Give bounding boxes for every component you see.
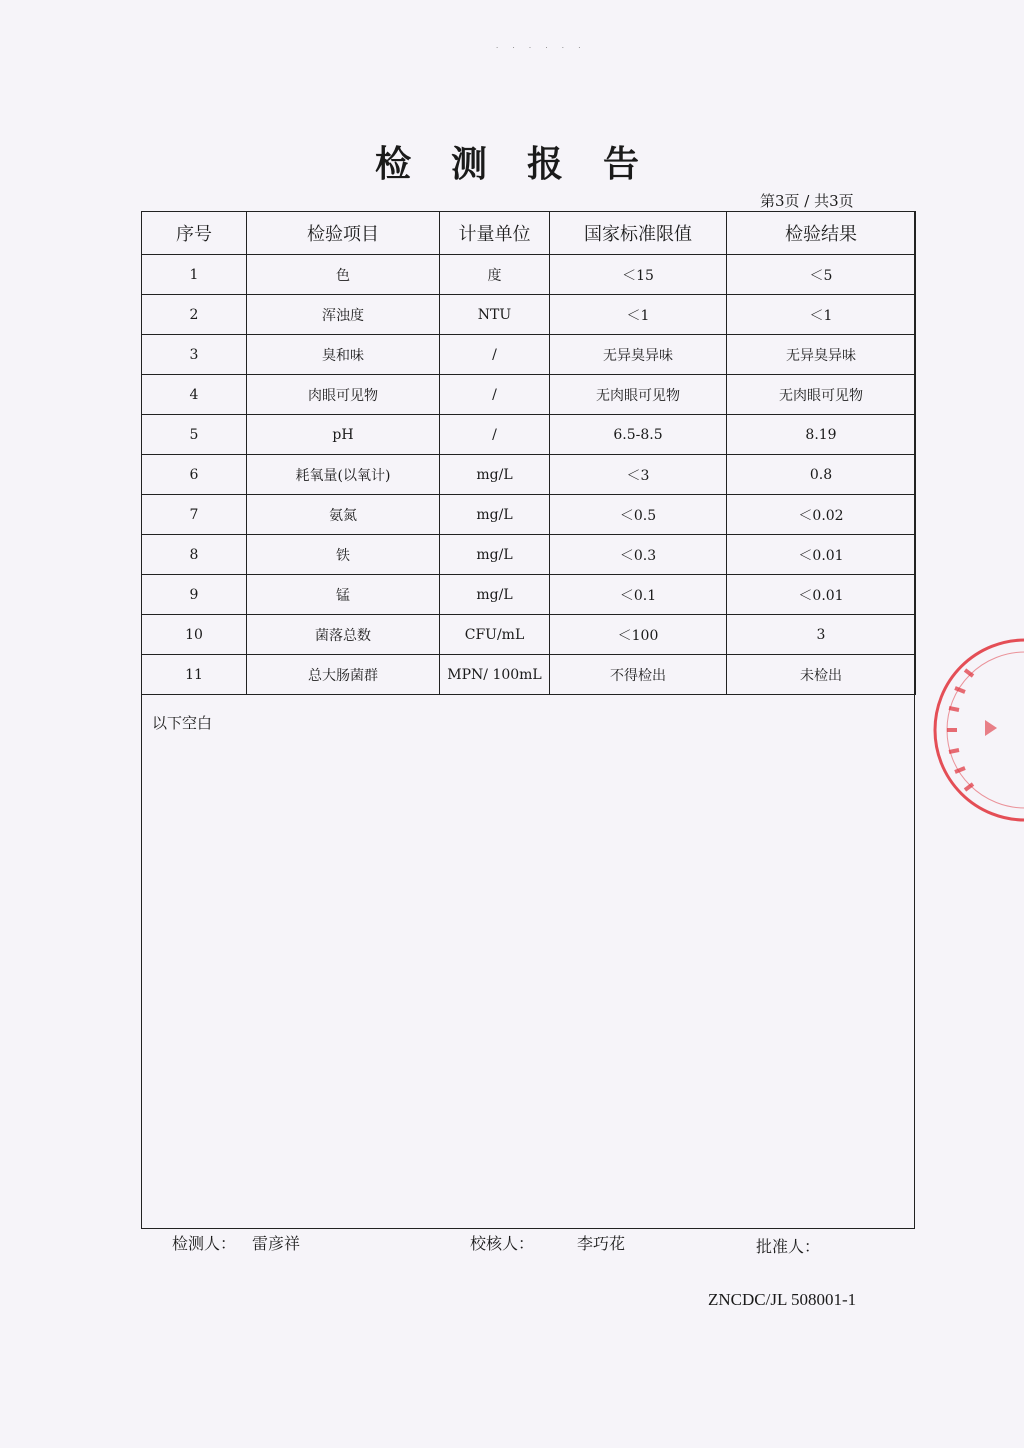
page-title: 检测报告 — [374, 144, 679, 185]
row-number-cell: 2 — [142, 295, 247, 335]
row-number-cell: 7 — [142, 495, 247, 535]
test-result-cell: 无肉眼可见物 — [727, 375, 916, 415]
table-row — [142, 535, 916, 575]
table-row — [142, 415, 916, 455]
test-result-cell: ＜0.01 — [727, 575, 916, 615]
column-header: 国家标准限值 — [550, 212, 727, 255]
test-result-cell: ＜1 — [727, 295, 916, 335]
unit-cell: mg/L — [440, 575, 550, 615]
unit-cell: CFU/mL — [440, 615, 550, 655]
reviewer-name: 李巧花 — [577, 1234, 626, 1253]
page-number: 第3页 / 共3页 — [760, 192, 854, 210]
test-item-cell: 锰 — [247, 575, 440, 615]
unit-cell: mg/L — [440, 455, 550, 495]
test-item-cell: 总大肠菌群 — [247, 655, 440, 695]
standard-limit-cell: 无异臭异味 — [550, 335, 727, 375]
test-item-cell: 浑浊度 — [247, 295, 440, 335]
test-result-cell: ＜5 — [727, 255, 916, 295]
row-number-cell: 6 — [142, 455, 247, 495]
unit-cell: MPN/ 100mL — [440, 655, 550, 695]
standard-limit-cell: ＜0.5 — [550, 495, 727, 535]
row-number-cell: 5 — [142, 415, 247, 455]
table-row — [142, 655, 916, 695]
test-result-cell: 0.8 — [727, 455, 916, 495]
table-header-row — [142, 212, 916, 255]
form-code: ZNCDC/JL 508001-1 — [708, 1290, 857, 1309]
column-header: 检验结果 — [727, 212, 916, 255]
reviewer-label: 校核人： — [470, 1234, 535, 1253]
standard-limit-cell: ＜0.3 — [550, 535, 727, 575]
unit-cell: mg/L — [440, 495, 550, 535]
test-result-cell: 8.19 — [727, 415, 916, 455]
tester-name: 雷彦祥 — [252, 1234, 301, 1253]
seal-star-fragment — [985, 720, 997, 736]
standard-limit-cell: ＜0.1 — [550, 575, 727, 615]
unit-cell: mg/L — [440, 535, 550, 575]
standard-limit-cell: 6.5-8.5 — [550, 415, 727, 455]
test-item-cell: pH — [247, 415, 440, 455]
test-result-cell: 3 — [727, 615, 916, 655]
table-row — [142, 575, 916, 615]
unit-cell: / — [440, 335, 550, 375]
standard-limit-cell: ＜15 — [550, 255, 727, 295]
standard-limit-cell: ＜3 — [550, 455, 727, 495]
table-row — [142, 335, 916, 375]
standard-limit-cell: ＜100 — [550, 615, 727, 655]
table-row — [142, 375, 916, 415]
row-number-cell: 11 — [142, 655, 247, 695]
test-item-cell: 耗氧量(以氧计) — [247, 455, 440, 495]
row-number-cell: 10 — [142, 615, 247, 655]
test-item-cell: 氨氮 — [247, 495, 440, 535]
row-number-cell: 3 — [142, 335, 247, 375]
blank-below-note: 以下空白 — [152, 714, 213, 732]
scan-specks: · · · · · · — [496, 44, 587, 52]
table-row — [142, 255, 916, 295]
unit-cell: 度 — [440, 255, 550, 295]
table-row — [142, 615, 916, 655]
column-header: 序号 — [142, 212, 247, 255]
tester-label: 检测人： — [172, 1234, 237, 1253]
test-result-cell: 无异臭异味 — [727, 335, 916, 375]
standard-limit-cell: 不得检出 — [550, 655, 727, 695]
test-result-cell: ＜0.02 — [727, 495, 916, 535]
table-row — [142, 295, 916, 335]
official-seal-stamp — [925, 630, 1024, 830]
row-number-cell: 8 — [142, 535, 247, 575]
row-number-cell: 1 — [142, 255, 247, 295]
table-row — [142, 455, 916, 495]
results-table — [141, 211, 916, 695]
test-result-cell: 未检出 — [727, 655, 916, 695]
column-header: 计量单位 — [440, 212, 550, 255]
column-header: 检验项目 — [247, 212, 440, 255]
standard-limit-cell: 无肉眼可见物 — [550, 375, 727, 415]
test-item-cell: 铁 — [247, 535, 440, 575]
standard-limit-cell: ＜1 — [550, 295, 727, 335]
seal-partial-lettering — [947, 670, 973, 790]
approver-label: 批准人： — [756, 1237, 821, 1256]
row-number-cell: 9 — [142, 575, 247, 615]
unit-cell: / — [440, 415, 550, 455]
test-item-cell: 色 — [247, 255, 440, 295]
row-number-cell: 4 — [142, 375, 247, 415]
test-result-cell: ＜0.01 — [727, 535, 916, 575]
unit-cell: / — [440, 375, 550, 415]
test-item-cell: 臭和味 — [247, 335, 440, 375]
test-item-cell: 菌落总数 — [247, 615, 440, 655]
test-item-cell: 肉眼可见物 — [247, 375, 440, 415]
unit-cell: NTU — [440, 295, 550, 335]
table-row — [142, 495, 916, 535]
